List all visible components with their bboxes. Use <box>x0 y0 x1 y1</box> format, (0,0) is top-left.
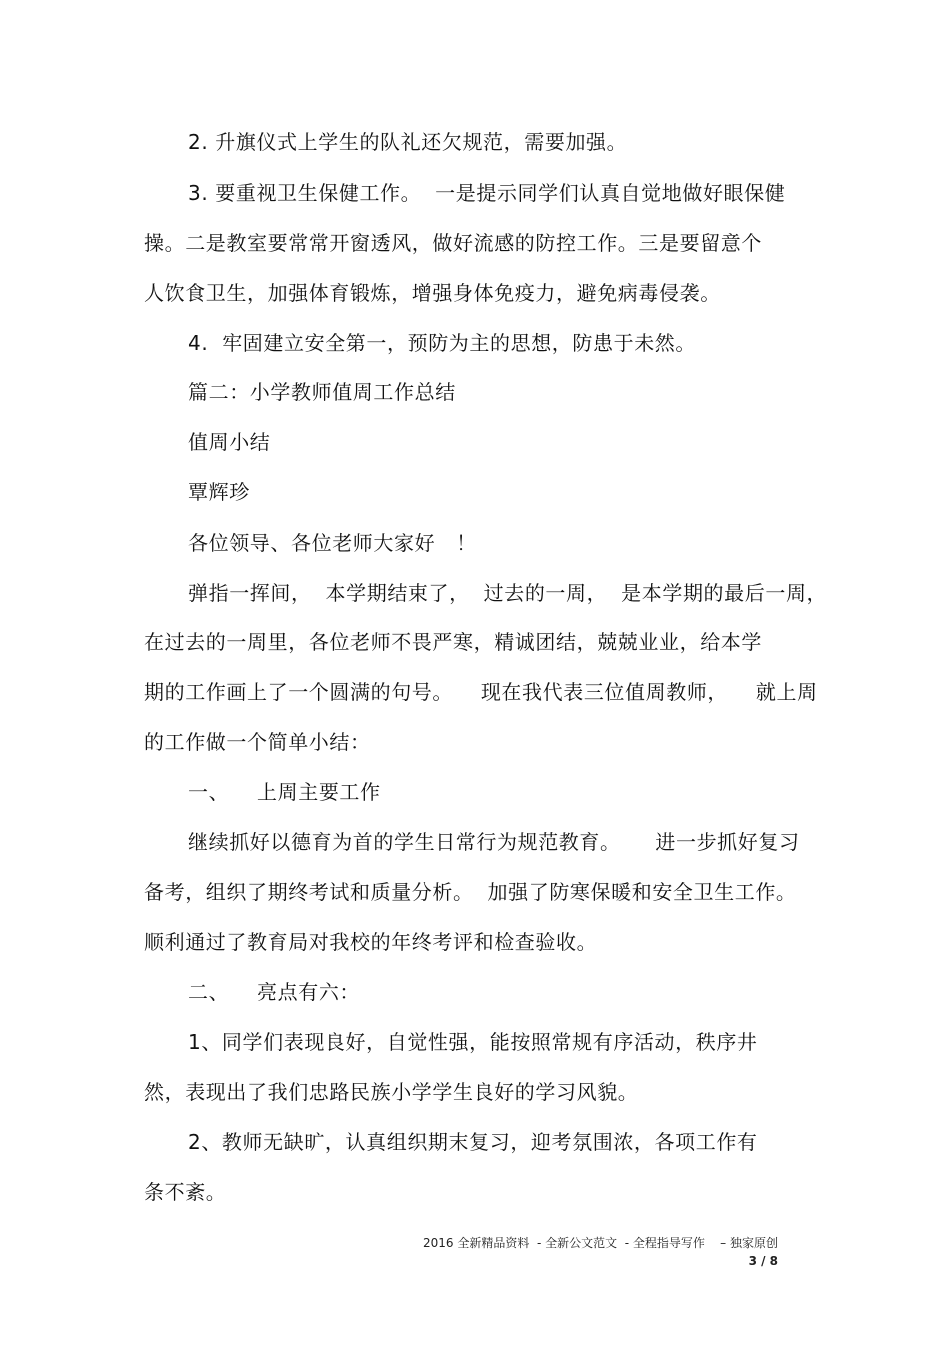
text-line: 1、同学们表现良好，自觉性强，能按照常规有序活动，秩序井 <box>188 1030 758 1054</box>
text-line: 在过去的一周里，各位老师不畏严寒，精诚团结，兢兢业业，给本学 <box>144 630 762 654</box>
footer-text: 2016 全新精品资料 - 全新公文范文 - 全程指导写作 – 独家原创 <box>423 1236 778 1250</box>
text-line: 顺利通过了教育局对我校的年终考评和检查验收。 <box>144 930 598 954</box>
text-line: 值周小结 <box>188 430 271 454</box>
text-line: 备考，组织了期终考试和质量分析。 加强了防寒保暖和安全卫生工作。 <box>144 880 797 904</box>
subsection-heading: 二、 亮点有六： <box>188 980 361 1004</box>
text-line: 弹指一挥间， 本学期结束了， 过去的一周， 是本学期的最后一周， <box>188 581 828 605</box>
greeting: 各位领导、各位老师大家好 ！ <box>188 531 477 555</box>
subsection-heading: 一、 上周主要工作 <box>188 780 381 804</box>
text-line: 3. 要重视卫生保健工作。 一是提示同学们认真自觉地做好眼保健 <box>188 181 786 205</box>
text-line: 4. 牢固建立安全第一，预防为主的思想，防患于未然。 <box>188 331 696 355</box>
text-line: 人饮食卫生，加强体育锻炼，增强身体免疫力，避免病毒侵袭。 <box>144 281 721 305</box>
author-name: 覃辉珍 <box>188 480 250 504</box>
text-line: 然，表现出了我们忠路民族小学学生良好的学习风貌。 <box>144 1080 639 1104</box>
text-line: 条不紊。 <box>144 1180 227 1204</box>
text-line: 操。二是教室要常常开窗透风，做好流感的防控工作。三是要留意个 <box>144 231 762 255</box>
page-number: 3 / 8 <box>748 1254 778 1268</box>
text-line: 继续抓好以德育为首的学生日常行为规范教育。 进一步抓好复习 <box>188 830 800 854</box>
text-line: 2. 升旗仪式上学生的队礼还欠规范，需要加强。 <box>188 130 628 154</box>
text-line: 的工作做一个简单小结： <box>144 730 371 754</box>
section-heading: 篇二：小学教师值周工作总结 <box>188 380 456 404</box>
text-line: 期的工作画上了一个圆满的句号。 现在我代表三位值周教师， 就上周 <box>144 680 818 704</box>
text-line: 2、教师无缺旷，认真组织期末复习，迎考氛围浓，各项工作有 <box>188 1130 758 1154</box>
